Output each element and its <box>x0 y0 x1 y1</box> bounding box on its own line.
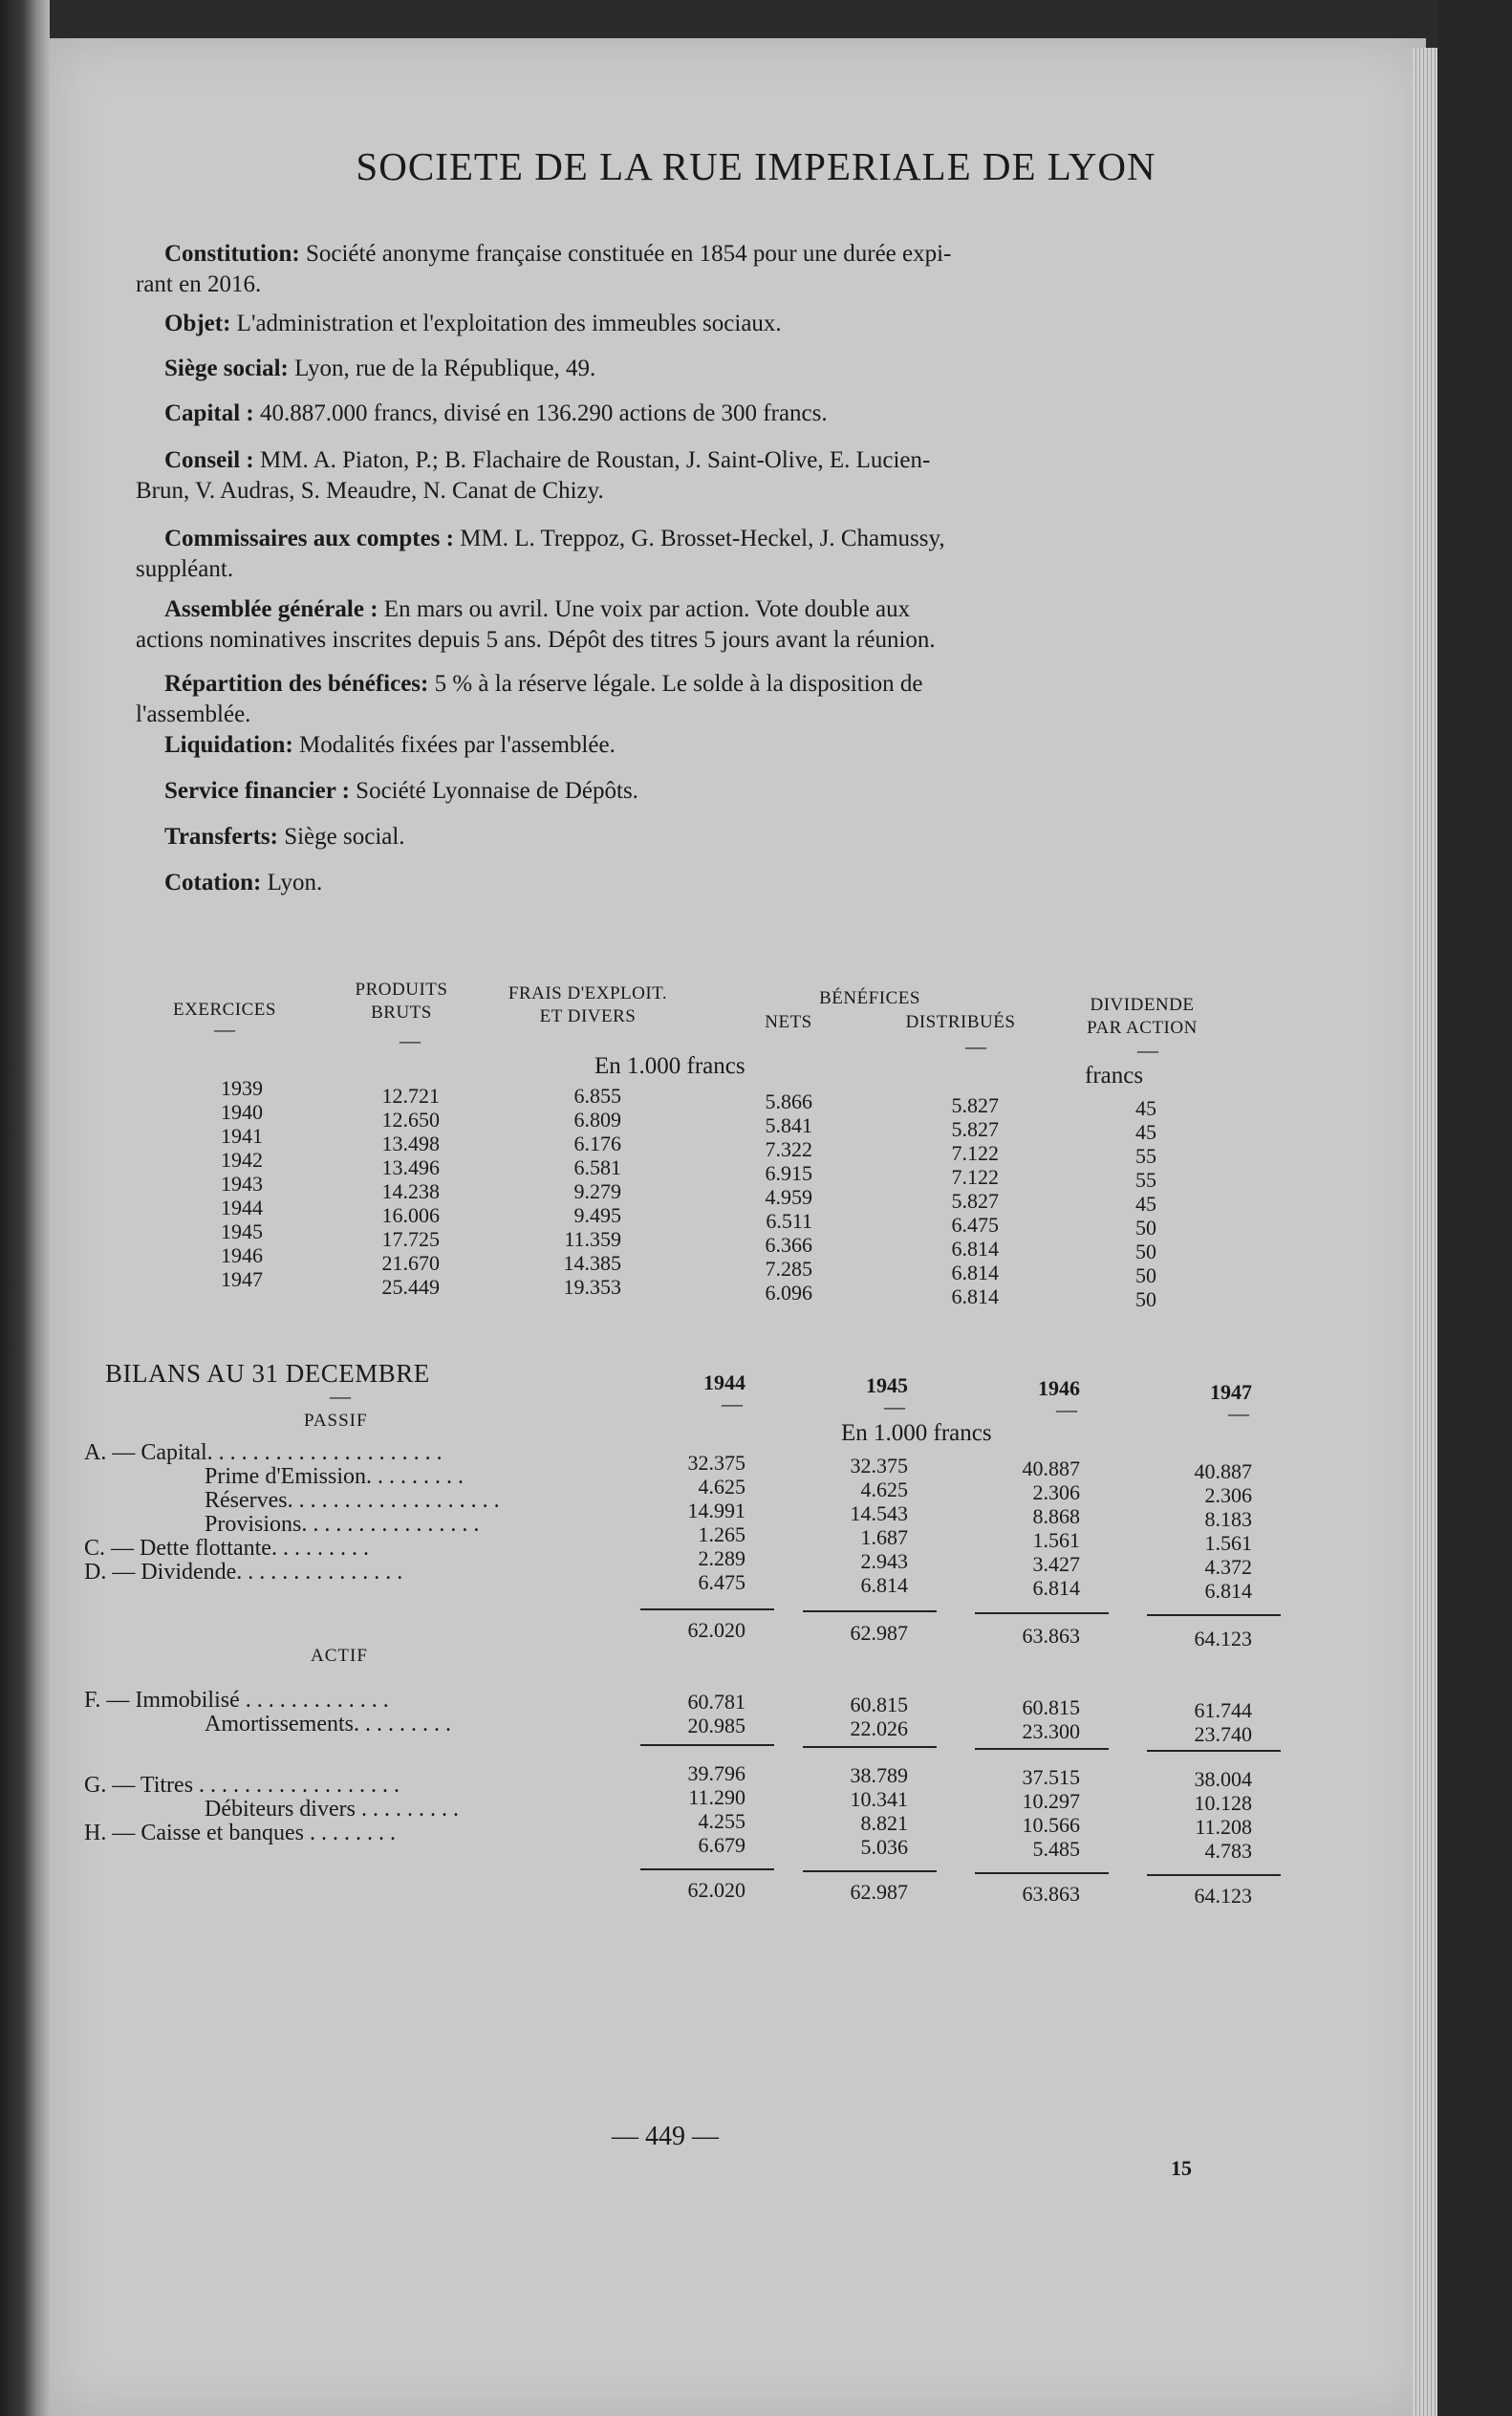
info-line <box>90 354 1227 384</box>
distribues-cell: 6.814 <box>951 1237 999 1261</box>
bilan-value: 32.375 <box>687 1451 745 1475</box>
bilan-value: 6.679 <box>698 1833 745 1857</box>
dividende-cell: 55 <box>1135 1144 1156 1168</box>
produits-cell: 13.498 <box>381 1132 440 1155</box>
info-line <box>90 822 1227 852</box>
actif-label: ACTIF <box>311 1646 368 1666</box>
distribues-cell: 6.814 <box>951 1284 999 1308</box>
nets-cell: 5.841 <box>765 1113 812 1137</box>
bilan-value: 39.796 <box>687 1761 745 1785</box>
passif-items <box>84 1441 562 1585</box>
actif-total <box>965 1882 1080 1906</box>
passif-column <box>1137 1459 1252 1603</box>
distribues-cell: 5.827 <box>951 1189 999 1213</box>
info-paragraph <box>90 822 1227 852</box>
info-text: En mars ou avril. Une voix par action. Vote double aux <box>378 596 911 622</box>
bilan-value: 23.740 <box>1194 1722 1252 1746</box>
info-continuation: l'assemblée. <box>136 701 251 727</box>
bilan-year-dash: — <box>722 1391 743 1415</box>
page-edges <box>1413 48 1437 2416</box>
actif-column-titres <box>631 1761 745 1857</box>
info-paragraph <box>90 445 1227 507</box>
column-dividende <box>1118 1096 1156 1311</box>
dividende-cell: 50 <box>1135 1287 1156 1311</box>
bilan-value: 4.625 <box>698 1475 745 1499</box>
bilan-value: 6.814 <box>1204 1579 1252 1603</box>
passif-label: PASSIF <box>304 1411 368 1431</box>
frais-cell: 11.359 <box>564 1227 621 1251</box>
bilan-value: 4.783 <box>1204 1839 1252 1863</box>
year-cell: 1942 <box>221 1148 263 1172</box>
bilan-value: 37.515 <box>1022 1765 1080 1789</box>
bilan-value: 4.625 <box>860 1478 908 1501</box>
bilan-value: 2.943 <box>860 1549 908 1573</box>
bilan-value: 5.036 <box>860 1835 908 1859</box>
passif-column <box>631 1451 745 1594</box>
frais-cell: 6.176 <box>573 1132 621 1155</box>
bilan-value: 62.020 <box>687 1878 745 1902</box>
distribues-cell: 7.122 <box>951 1141 999 1165</box>
bilan-item-label: H. — Caisse et banques . . . . . . . . <box>84 1822 396 1845</box>
passif-total <box>1137 1627 1252 1650</box>
bilan-value: 4.372 <box>1204 1555 1252 1579</box>
info-label: Assemblée générale : <box>164 596 378 622</box>
bilan-value: 6.814 <box>1032 1576 1080 1600</box>
actif-total <box>1137 1884 1252 1908</box>
bilan-value: 2.306 <box>1204 1483 1252 1507</box>
info-label: Conseil : <box>164 447 254 473</box>
unit-dividend: francs <box>1085 1063 1144 1089</box>
frais-cell: 6.809 <box>573 1108 621 1132</box>
bilan-item-label: Amortissements. . . . . . . . . <box>205 1713 451 1736</box>
bilan-year-dash: — <box>1228 1401 1249 1425</box>
info-paragraph <box>90 309 1227 339</box>
bilan-item-label: Débiteurs divers . . . . . . . . . <box>205 1798 459 1822</box>
bilan-value: 38.004 <box>1194 1767 1252 1791</box>
dividende-cell: 50 <box>1135 1263 1156 1287</box>
total-rule <box>803 1870 937 1872</box>
bilan-value: 1.687 <box>860 1525 908 1549</box>
info-line <box>90 594 1227 625</box>
info-continuation: Brun, V. Audras, S. Meaudre, N. Canat de Chizy. <box>136 478 604 504</box>
bilan-value: 11.290 <box>688 1785 745 1809</box>
info-label: Liquidation: <box>164 732 293 758</box>
nets-cell: 7.285 <box>765 1257 812 1281</box>
info-paragraph <box>90 239 1227 300</box>
passif-total <box>631 1618 745 1642</box>
nets-cell: 6.915 <box>765 1161 812 1185</box>
bilan-value: 2.289 <box>698 1546 745 1570</box>
info-paragraph <box>90 776 1227 807</box>
bilan-value: 40.887 <box>1022 1456 1080 1480</box>
info-continuation: rant en 2016. <box>136 271 262 297</box>
info-line <box>90 524 1227 554</box>
bilan-value: 62.987 <box>850 1621 908 1645</box>
info-label: Transferts: <box>164 824 278 850</box>
bilan-value: 60.781 <box>687 1690 745 1714</box>
info-label: Objet: <box>164 311 231 336</box>
bilan-value: 20.985 <box>687 1714 745 1737</box>
distribues-cell: 6.814 <box>951 1261 999 1284</box>
header-distribues: DISTRIBUÉS <box>905 1012 1016 1032</box>
info-paragraph <box>90 354 1227 384</box>
produits-cell: 12.650 <box>381 1108 440 1132</box>
dividende-cell: 50 <box>1135 1216 1156 1240</box>
info-text: 5 % à la réserve légale. Le solde à la disposition de <box>428 671 923 697</box>
actif-column-immobilise <box>631 1690 745 1737</box>
bilan-value: 10.128 <box>1194 1791 1252 1815</box>
bilan-item-label: Réserves. . . . . . . . . . . . . . . . . . . <box>205 1489 500 1513</box>
actif-total <box>631 1878 745 1902</box>
distribues-cell: 7.122 <box>951 1165 999 1189</box>
produits-cell: 21.670 <box>381 1251 440 1275</box>
bilan-item-label: G. — Titres . . . . . . . . . . . . . . . . . . <box>84 1774 400 1798</box>
total-rule <box>1147 1750 1281 1752</box>
info-continuation: suppléant. <box>136 556 234 582</box>
distribues-cell: 6.475 <box>951 1213 999 1237</box>
header-dividende: DIVIDENDE PAR ACTION <box>1087 995 1198 1038</box>
column-produits-bruts <box>354 1084 440 1299</box>
bilans-unit: En 1.000 francs <box>841 1420 992 1446</box>
nets-cell: 6.511 <box>766 1209 812 1233</box>
nets-cell: 7.322 <box>765 1137 812 1161</box>
info-text: Lyon. <box>261 870 323 895</box>
passif-column <box>793 1454 908 1597</box>
bilan-value: 62.987 <box>850 1880 908 1904</box>
year-cell: 1943 <box>221 1172 263 1196</box>
frais-cell: 14.385 <box>563 1251 621 1275</box>
bilan-year: 1945 <box>866 1373 908 1397</box>
bilan-value: 14.543 <box>850 1501 908 1525</box>
info-line <box>90 776 1227 807</box>
passif-total <box>793 1621 908 1645</box>
info-label: Service financier : <box>164 778 350 804</box>
info-paragraph <box>90 730 1227 761</box>
info-text: MM. A. Piaton, P.; B. Flachaire de Roustan, J. Saint-Olive, E. Lucien- <box>253 447 931 473</box>
produits-cell: 14.238 <box>381 1179 440 1203</box>
bilan-value: 2.306 <box>1032 1480 1080 1504</box>
total-rule <box>640 1744 774 1746</box>
dash-distribues: — <box>965 1034 986 1058</box>
bilan-item-label: C. — Dette flottante. . . . . . . . . <box>84 1537 369 1561</box>
dash-produits: — <box>400 1028 421 1052</box>
total-rule <box>640 1608 774 1610</box>
bilan-value: 38.789 <box>850 1763 908 1787</box>
actif-items-immobilise <box>84 1689 562 1736</box>
nets-cell: 6.096 <box>765 1281 812 1305</box>
year-cell: 1941 <box>221 1124 263 1148</box>
bilan-value: 63.863 <box>1022 1624 1080 1648</box>
produits-cell: 12.721 <box>381 1084 440 1108</box>
bilan-value: 6.814 <box>860 1573 908 1597</box>
info-label: Capital : <box>164 400 254 426</box>
bilan-value: 60.815 <box>850 1693 908 1716</box>
nets-cell: 5.866 <box>765 1089 812 1113</box>
info-label: Cotation: <box>164 870 262 895</box>
year-cell: 1947 <box>221 1267 263 1291</box>
bilan-year: 1947 <box>1210 1380 1252 1404</box>
bilan-value: 32.375 <box>850 1454 908 1478</box>
bilan-value: 22.026 <box>850 1716 908 1740</box>
distribues-cell: 5.827 <box>951 1093 999 1117</box>
info-paragraph <box>90 868 1227 898</box>
bilan-value: 64.123 <box>1194 1627 1252 1650</box>
info-line <box>90 669 1227 700</box>
info-line <box>90 445 1227 476</box>
produits-cell: 16.006 <box>381 1203 440 1227</box>
frais-cell: 19.353 <box>563 1275 621 1299</box>
company-title: SOCIETE DE LA RUE IMPERIALE DE LYON <box>356 144 1156 188</box>
info-line <box>90 239 1227 270</box>
info-paragraph <box>90 669 1227 730</box>
info-text: Société Lyonnaise de Dépôts. <box>349 778 638 804</box>
total-rule <box>1147 1874 1281 1876</box>
info-line <box>90 399 1227 429</box>
bilan-value: 1.561 <box>1204 1531 1252 1555</box>
bilan-value: 8.868 <box>1032 1504 1080 1528</box>
info-text: Siège social. <box>277 824 405 850</box>
background-right <box>1437 0 1512 2416</box>
binding-shadow <box>0 0 50 2416</box>
bilan-value: 10.566 <box>1022 1813 1080 1837</box>
actif-column-titres <box>1137 1767 1252 1863</box>
bilan-value: 10.297 <box>1022 1789 1080 1813</box>
actif-items-titres <box>84 1774 562 1845</box>
total-rule <box>640 1868 774 1870</box>
bilan-value: 63.863 <box>1022 1882 1080 1906</box>
bilan-value: 5.485 <box>1032 1837 1080 1861</box>
info-paragraph <box>90 524 1227 585</box>
info-label: Répartition des bénéfices: <box>164 671 429 697</box>
page-number: — 449 — <box>612 2122 719 2151</box>
actif-total <box>793 1880 908 1904</box>
actif-column-titres <box>793 1763 908 1859</box>
info-line <box>90 868 1227 898</box>
bilan-value: 14.991 <box>687 1499 745 1522</box>
passif-column <box>965 1456 1080 1600</box>
dividende-cell: 55 <box>1135 1168 1156 1192</box>
info-text: MM. L. Treppoz, G. Brosset-Heckel, J. Chamussy, <box>453 526 945 551</box>
signature-mark: 15 <box>1171 2156 1192 2180</box>
dividende-cell: 45 <box>1135 1096 1156 1120</box>
info-text: L'administration et l'exploitation des immeubles sociaux. <box>230 311 782 336</box>
info-paragraph <box>90 399 1227 429</box>
actif-column-titres <box>965 1765 1080 1861</box>
column-distribues <box>922 1093 999 1308</box>
bilan-value: 60.815 <box>1022 1695 1080 1719</box>
bilan-item-label: Prime d'Emission. . . . . . . . . <box>205 1465 464 1489</box>
frais-cell: 6.581 <box>573 1155 621 1179</box>
unit-label: En 1.000 francs <box>594 1053 745 1079</box>
bilan-value: 1.265 <box>698 1522 745 1546</box>
bilan-year-dash: — <box>1056 1397 1077 1421</box>
actif-column-immobilise <box>1137 1698 1252 1746</box>
nets-cell: 6.366 <box>765 1233 812 1257</box>
bilan-value: 40.887 <box>1194 1459 1252 1483</box>
bilan-value: 8.183 <box>1204 1507 1252 1531</box>
year-cell: 1940 <box>221 1100 263 1124</box>
total-rule <box>803 1746 937 1748</box>
info-label: Constitution: <box>164 241 300 267</box>
produits-cell: 17.725 <box>381 1227 440 1251</box>
bilans-title-dash: — <box>330 1384 351 1408</box>
dividende-cell: 50 <box>1135 1240 1156 1263</box>
column-nets <box>736 1089 812 1305</box>
year-cell: 1944 <box>221 1196 263 1219</box>
passif-total <box>965 1624 1080 1648</box>
header-produits: PRODUITS BRUTS <box>355 980 448 1023</box>
info-continuation: actions nominatives inscrites depuis 5 ans. Dépôt des titres 5 jours avant la réunion. <box>136 627 936 653</box>
bilan-value: 1.561 <box>1032 1528 1080 1552</box>
header-benefices: BÉNÉFICES <box>819 988 920 1008</box>
bilan-year-dash: — <box>884 1394 905 1418</box>
produits-cell: 13.496 <box>381 1155 440 1179</box>
bilan-value: 8.821 <box>860 1811 908 1835</box>
column-frais <box>535 1084 621 1299</box>
bilan-item-label: A. — Capital. . . . . . . . . . . . . . . . . . . . . <box>84 1441 443 1465</box>
year-cell: 1946 <box>221 1243 263 1267</box>
bilan-year: 1944 <box>703 1370 745 1394</box>
bilan-value: 3.427 <box>1032 1552 1080 1576</box>
info-paragraph <box>90 594 1227 656</box>
frais-cell: 9.495 <box>573 1203 621 1227</box>
distribues-cell: 5.827 <box>951 1117 999 1141</box>
total-rule <box>975 1872 1109 1874</box>
info-line <box>90 309 1227 339</box>
dividende-cell: 45 <box>1135 1192 1156 1216</box>
bilan-year: 1946 <box>1038 1376 1080 1400</box>
bilan-item-label: D. — Dividende. . . . . . . . . . . . . . . <box>84 1561 403 1585</box>
info-line <box>90 730 1227 761</box>
total-rule <box>975 1612 1109 1614</box>
frais-cell: 6.855 <box>573 1084 621 1108</box>
total-rule <box>803 1610 937 1612</box>
bilan-value: 61.744 <box>1194 1698 1252 1722</box>
bilan-value: 23.300 <box>1022 1719 1080 1743</box>
bilan-value: 62.020 <box>687 1618 745 1642</box>
info-text: Lyon, rue de la République, 49. <box>288 356 596 381</box>
info-text: Société anonyme française constituée en 1854 pour une durée expi- <box>299 241 952 267</box>
actif-column-immobilise <box>965 1695 1080 1743</box>
dividende-cell: 45 <box>1135 1120 1156 1144</box>
dash-exercices: — <box>214 1017 235 1041</box>
total-rule <box>975 1748 1109 1750</box>
frais-cell: 9.279 <box>573 1179 621 1203</box>
info-label: Commissaires aux comptes : <box>164 526 454 551</box>
nets-cell: 4.959 <box>765 1185 812 1209</box>
produits-cell: 25.449 <box>381 1275 440 1299</box>
header-frais: FRAIS D'EXPLOIT. ET DIVERS <box>508 983 668 1026</box>
actif-column-immobilise <box>793 1693 908 1740</box>
bilan-item-label: F. — Immobilisé . . . . . . . . . . . . . <box>84 1689 389 1713</box>
bilan-value: 10.341 <box>850 1787 908 1811</box>
bilans-title: BILANS AU 31 DECEMBRE <box>105 1359 430 1388</box>
bilan-value: 6.475 <box>698 1570 745 1594</box>
header-nets: NETS <box>765 1012 812 1032</box>
header-exercices: EXERCICES <box>173 1000 276 1020</box>
dash-dividende: — <box>1137 1038 1158 1062</box>
year-cell: 1939 <box>221 1076 263 1100</box>
info-label: Siège social: <box>164 356 289 381</box>
info-text: 40.887.000 francs, divisé en 136.290 actions de 300 francs. <box>253 400 828 426</box>
bilan-value: 4.255 <box>698 1809 745 1833</box>
column-years <box>196 1076 263 1291</box>
info-text: Modalités fixées par l'assemblée. <box>292 732 616 758</box>
bilan-value: 11.208 <box>1195 1815 1252 1839</box>
total-rule <box>1147 1614 1281 1616</box>
year-cell: 1945 <box>221 1219 263 1243</box>
bilan-value: 64.123 <box>1194 1884 1252 1908</box>
bilan-item-label: Provisions. . . . . . . . . . . . . . . . <box>205 1513 480 1537</box>
